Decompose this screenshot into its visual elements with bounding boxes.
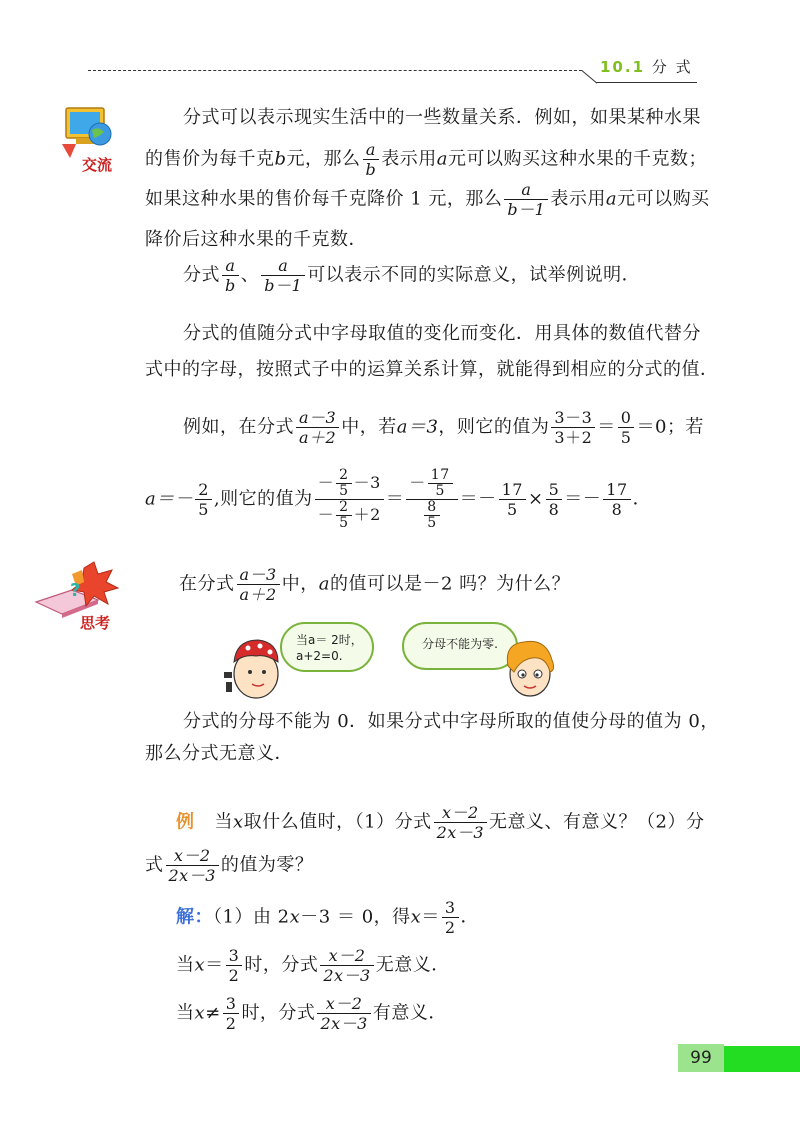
frac-den: 2 xyxy=(225,1014,237,1033)
var-x: x xyxy=(233,811,244,833)
frac-num: a－3 xyxy=(299,408,337,427)
p4-l1d: ，则它的值为 xyxy=(438,416,550,438)
cartoon-kid-right-icon xyxy=(500,636,560,702)
eq: ＝ xyxy=(385,488,405,510)
frac-a-over-b xyxy=(222,256,239,295)
bubble-left-line2: a+2=0. xyxy=(296,649,343,663)
frac-a-over-b-minus-1 xyxy=(261,256,305,295)
neg-eq: ＝－ xyxy=(459,488,497,510)
frac-2-over-5 xyxy=(336,468,351,499)
solution-l1b: －3 ＝ 0，得 xyxy=(300,906,411,928)
frac-3-over-2 xyxy=(442,898,459,937)
frac-num: 17 xyxy=(603,480,630,500)
solution-l3d: 有意义． xyxy=(372,1002,447,1024)
chapter-title: 分 式 xyxy=(651,58,693,76)
frac-den: 5 xyxy=(427,515,437,531)
chapter-tab-slant xyxy=(581,70,597,84)
frac-den: 3＋2 xyxy=(554,428,593,447)
eq: ＝ xyxy=(597,416,616,438)
p4-l1e: ；若 xyxy=(666,416,704,438)
p4-l2b: ,则它的值为 xyxy=(213,488,313,510)
frac-num: a xyxy=(278,256,289,275)
frac-num: x－2 xyxy=(173,846,211,865)
p4-l1c: a＝3 xyxy=(396,416,439,438)
neg-sign: － xyxy=(409,473,426,492)
frac-den: 2x－3 xyxy=(320,1014,368,1033)
frac-num: 3 xyxy=(442,898,459,918)
chapter-heading xyxy=(600,56,693,77)
frac-den: 5 xyxy=(620,428,632,447)
p3-line1 xyxy=(183,320,701,348)
frac-den: b－1 xyxy=(507,200,546,219)
p2-a: 分式 xyxy=(183,264,220,286)
frac-a-minus-3-over-a-plus-2 xyxy=(296,408,339,447)
frac-den: 2x－3 xyxy=(323,966,371,985)
frac-den: 5 xyxy=(339,515,349,531)
frac-num: 17 xyxy=(428,468,453,484)
frac-5-over-8 xyxy=(546,480,563,519)
frac-den: 2x－3 xyxy=(436,823,484,842)
p3-line2-text: 式中的字母，按照式子中的运算关系计算，就能得到相应的分式的值． xyxy=(145,359,719,380)
frac-num: 2 xyxy=(336,500,351,516)
frac-num: 5 xyxy=(546,480,563,500)
bubble-right-text: 分母不能为零. xyxy=(422,637,498,651)
p4-line1 xyxy=(183,408,704,447)
p5-line1 xyxy=(183,708,719,736)
frac-17-over-8 xyxy=(603,480,630,519)
solution-l1c: ＝ xyxy=(421,906,440,928)
p1-line3-a: 如果这种水果的售价每千克降价 1 元，那么 xyxy=(145,188,503,210)
var-a: a xyxy=(318,573,330,595)
frac-den: b xyxy=(225,276,236,295)
neg-sign: － xyxy=(317,505,335,524)
p5-line1-text: 分式的分母不能为 0．如果分式中字母所取的值使分母的值为 0， xyxy=(183,711,719,732)
frac-den: 8 xyxy=(611,500,623,519)
frac-num: a－3 xyxy=(239,565,277,584)
neg-eq: ＝－ xyxy=(564,488,602,510)
example-l1c: 无意义、有意义？（2）分 xyxy=(489,811,705,833)
frac-num: a xyxy=(225,256,236,275)
frac-17-over-5 xyxy=(499,480,526,519)
frac-den: a＋2 xyxy=(239,585,277,604)
frac-num: a xyxy=(365,140,376,159)
frac-num: 0 xyxy=(618,408,635,428)
solution-l2c: 时，分式 xyxy=(244,954,319,976)
p4-line2 xyxy=(145,468,651,531)
p4-end: ． xyxy=(632,488,652,510)
example-l2a: 式 xyxy=(145,854,164,876)
frac-17-over-5 xyxy=(428,468,453,499)
exchange-label: 交流 xyxy=(82,156,113,174)
frac-x-minus-2-over-2x-minus-3 xyxy=(317,994,370,1033)
frac-num: a xyxy=(521,180,532,199)
think-b: 中， xyxy=(281,573,319,595)
p5-line2-text: 那么分式无意义． xyxy=(145,743,293,764)
think-c: 的值可以是－2 吗？为什么？ xyxy=(329,573,571,595)
svg-text:?: ? xyxy=(70,580,81,601)
speech-bubble-left xyxy=(280,622,374,672)
example-l2b: 的值为零？ xyxy=(220,854,314,876)
times: × xyxy=(527,488,544,510)
example-label: 例 xyxy=(176,811,195,833)
frac-compound-1 xyxy=(315,468,384,531)
think-label: 思考 xyxy=(80,614,111,632)
frac-8-over-5 xyxy=(424,500,439,531)
example-line2 xyxy=(145,846,313,885)
frac-den: 5 xyxy=(339,483,349,499)
bubble-left-line1: 当a＝ 2时， xyxy=(296,633,363,647)
frac-num: 2 xyxy=(336,468,351,484)
var-x: x xyxy=(289,906,301,928)
p1-line1 xyxy=(183,104,701,132)
frac-3-minus-3-over-3-plus-2 xyxy=(551,408,595,447)
frac-2-over-5 xyxy=(336,500,351,531)
header-rule xyxy=(88,70,582,71)
frac-0-over-5 xyxy=(618,408,635,447)
example-l1b: 取什么值时，（1）分式 xyxy=(243,811,432,833)
p1-line2-a: 的售价为每千克 xyxy=(145,148,275,170)
frac-x-minus-2-over-2x-minus-3 xyxy=(320,946,373,985)
solution-l1-end: ． xyxy=(460,906,479,928)
frac-den: a＋2 xyxy=(299,428,337,447)
p1-line1-text: 分式可以表示现实生活中的一些数量关系．例如，如果某种水果 xyxy=(183,107,701,128)
p5-line2 xyxy=(145,740,293,768)
p1-line4-text: 降价后这种水果的千克数． xyxy=(145,229,367,250)
page-number-bar xyxy=(724,1046,800,1072)
frac-den: b xyxy=(365,160,377,179)
p2-line xyxy=(183,256,640,295)
solution-l3b: ≠ xyxy=(205,1002,221,1024)
neg-sign: － xyxy=(317,473,335,492)
p1-line2 xyxy=(145,140,707,179)
frac-num: 3 xyxy=(223,994,240,1014)
example-l1a: 当 xyxy=(214,811,233,833)
chapter-tab xyxy=(582,54,697,78)
frac-den: 5 xyxy=(506,500,518,519)
solution-l2d: 无意义． xyxy=(375,954,450,976)
solution-line3 xyxy=(176,994,447,1033)
p1-line3-c: 元可以购买 xyxy=(617,188,710,210)
p3-line1-text: 分式的值随分式中字母取值的变化而变化．用具体的数值代替分 xyxy=(183,323,701,344)
solution-line1 xyxy=(176,898,479,937)
frac-a-minus-3-over-a-plus-2 xyxy=(237,565,280,604)
p2-sep: 、 xyxy=(240,264,260,286)
frac-3-over-2 xyxy=(226,946,243,985)
var-a: a xyxy=(436,148,449,170)
solution-l1a: （1）由 2 xyxy=(213,906,290,928)
frac-num: x－2 xyxy=(325,994,363,1013)
p1-line2-d: 元可以购买这种水果的千克数； xyxy=(448,148,708,170)
frac-a-over-b xyxy=(363,140,380,179)
frac-num: 17 xyxy=(499,480,526,500)
frac-num: 2 xyxy=(195,480,212,500)
p1-line2-c: 表示用 xyxy=(381,148,437,170)
frac-num: x－2 xyxy=(328,946,366,965)
p2-b: 可以表示不同的实际意义，试举例说明． xyxy=(307,264,641,286)
solution-l2b: ＝ xyxy=(205,954,224,976)
think-question xyxy=(179,565,570,604)
frac-den: 2 xyxy=(228,966,240,985)
solution-l3c: 时，分式 xyxy=(241,1002,316,1024)
solution-line2 xyxy=(176,946,450,985)
p4-l1b: 中，若 xyxy=(341,416,397,438)
frac-2-over-5 xyxy=(195,480,212,519)
solution-label: 解： xyxy=(176,906,213,928)
frac-x-minus-2-over-2x-minus-3 xyxy=(434,803,487,842)
p4-l2a: a＝－ xyxy=(145,488,194,510)
minus-3: －3 xyxy=(353,473,381,492)
frac-num: 8 xyxy=(424,500,439,516)
frac-den: 2 xyxy=(444,918,456,937)
var-b: b xyxy=(274,148,287,170)
eq-zero: ＝0 xyxy=(636,416,667,438)
var-a: a xyxy=(605,188,618,210)
var-x: x xyxy=(194,954,206,976)
frac-den: 5 xyxy=(198,500,209,519)
solution-l2a: 当 xyxy=(176,954,195,976)
var-x: x xyxy=(410,906,422,928)
chapter-tab-underline xyxy=(596,82,697,83)
frac-num: x－2 xyxy=(441,803,479,822)
p1-line3 xyxy=(145,180,710,219)
chapter-number: 10.1 xyxy=(600,58,646,76)
frac-den: b－1 xyxy=(264,276,303,295)
think-a: 在分式 xyxy=(179,573,235,595)
frac-3-over-2 xyxy=(223,994,240,1033)
frac-a-over-b-minus-1 xyxy=(504,180,548,219)
p1-line2-b: 元，那么 xyxy=(286,148,361,170)
frac-num: 3 xyxy=(226,946,243,966)
var-x: x xyxy=(194,1002,206,1024)
frac-den: 8 xyxy=(548,500,560,519)
plus-2: ＋2 xyxy=(353,505,381,524)
frac-num: 3－3 xyxy=(551,408,595,428)
frac-den: 2x－3 xyxy=(168,866,216,885)
cartoon-kid-left-icon xyxy=(222,628,284,700)
example-line1 xyxy=(176,803,704,842)
p1-line4 xyxy=(145,226,367,254)
page-number: 99 xyxy=(690,1048,712,1068)
frac-x-minus-2-over-2x-minus-3 xyxy=(166,846,219,885)
frac-compound-2 xyxy=(406,468,457,531)
p3-line2 xyxy=(145,356,719,384)
frac-den: 5 xyxy=(435,483,445,499)
solution-l3a: 当 xyxy=(176,1002,195,1024)
p1-line3-b: 表示用 xyxy=(550,188,606,210)
p4-l1a: 例如，在分式 xyxy=(183,416,294,438)
